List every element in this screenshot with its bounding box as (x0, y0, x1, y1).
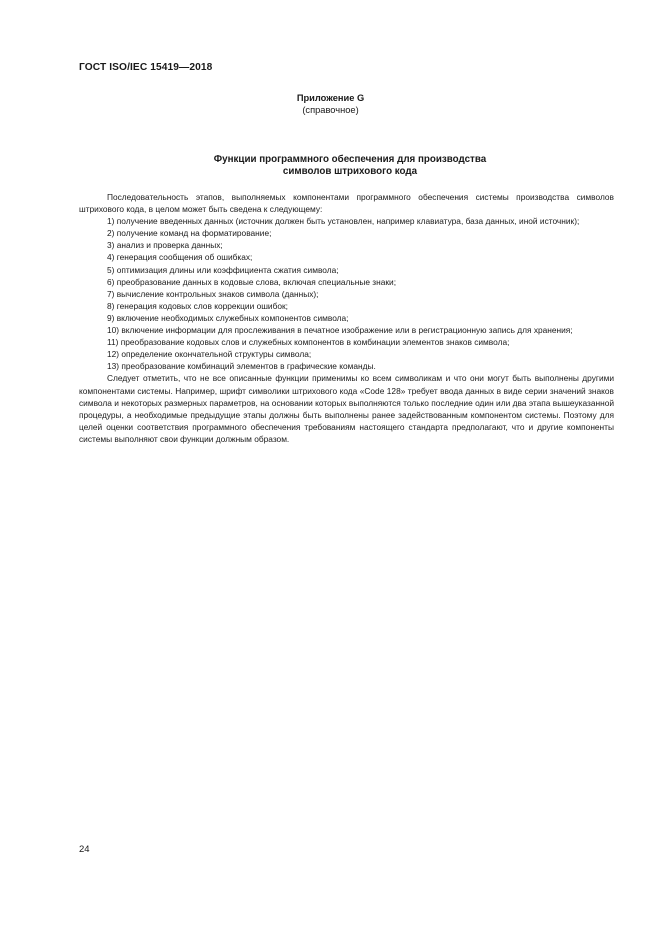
standard-header: ГОСТ ISO/IEC 15419—2018 (79, 62, 213, 73)
section-title (0, 154, 661, 177)
page-number: 24 (79, 844, 90, 855)
annex-type: (справочное) (302, 104, 359, 115)
section-title-line1: Функции программного обеспечения для производства (213, 154, 487, 165)
section-title-line2: символов штрихового кода (282, 165, 418, 177)
list-item-4: 4) генерация сообщения об ошибках; (107, 252, 253, 263)
list-item-2: 2) получение команд на форматирование; (107, 228, 272, 239)
conclusion-paragraph: Следует отметить, что не все описанные функции применимы ко всем символикам и что они могут быть выполнены другими компонентами системы. Например, шрифт символики штрихового кода «Code 128» требует ввода данных в виде серии значений знаков символа и некоторых размерных параметров, на основании которых выполняются только последние один или два этапа вышеуказанной процедуры, а необходимые предыдущие этапы должны быть выполнены ранее задействованным компонентом системы. Поэтому для целей оценки соответствия программного обеспечения требованиям настоящего стандарта предполагают, что и другие компоненты системы выполняют свои функции должным образом. (79, 373, 614, 444)
list-item-10: 10) включение информации для прослеживания в печатное изображение или в регистрационную запись для хранения; (107, 325, 573, 336)
list-item-1: 1) получение введенных данных (источник должен быть установлен, например клавиатура, база данных, иной источник); (107, 216, 580, 227)
list-item-3: 3) анализ и проверка данных; (107, 240, 223, 251)
list-item-12: 12) определение окончательной структуры символа; (107, 349, 312, 360)
body-text (79, 191, 614, 445)
list-item-11: 11) преобразование кодовых слов и служебных компонентов в комбинации элементов знаков символа; (107, 337, 510, 348)
list-item-9: 9) включение необходимых служебных компонентов символа; (107, 312, 349, 323)
list-item-13: 13) преобразование комбинаций элементов в графические команды. (107, 361, 376, 372)
list-item-7: 7) вычисление контрольных знаков символа (данных); (107, 288, 319, 299)
annex-heading (0, 93, 661, 116)
list-item-8: 8) генерация кодовых слов коррекции ошибок; (107, 300, 288, 311)
intro-paragraph: Последовательность этапов, выполняемых компонентами программного обеспечения системы производства символов штрихового кода, в целом может быть сведена к следующему: (79, 192, 614, 215)
list-item-6: 6) преобразование данных в кодовые слова, включая специальные знаки; (107, 276, 397, 287)
list-item-5: 5) оптимизация длины или коэффициента сжатия символа; (107, 264, 339, 275)
annex-title: Приложение G (296, 93, 365, 103)
